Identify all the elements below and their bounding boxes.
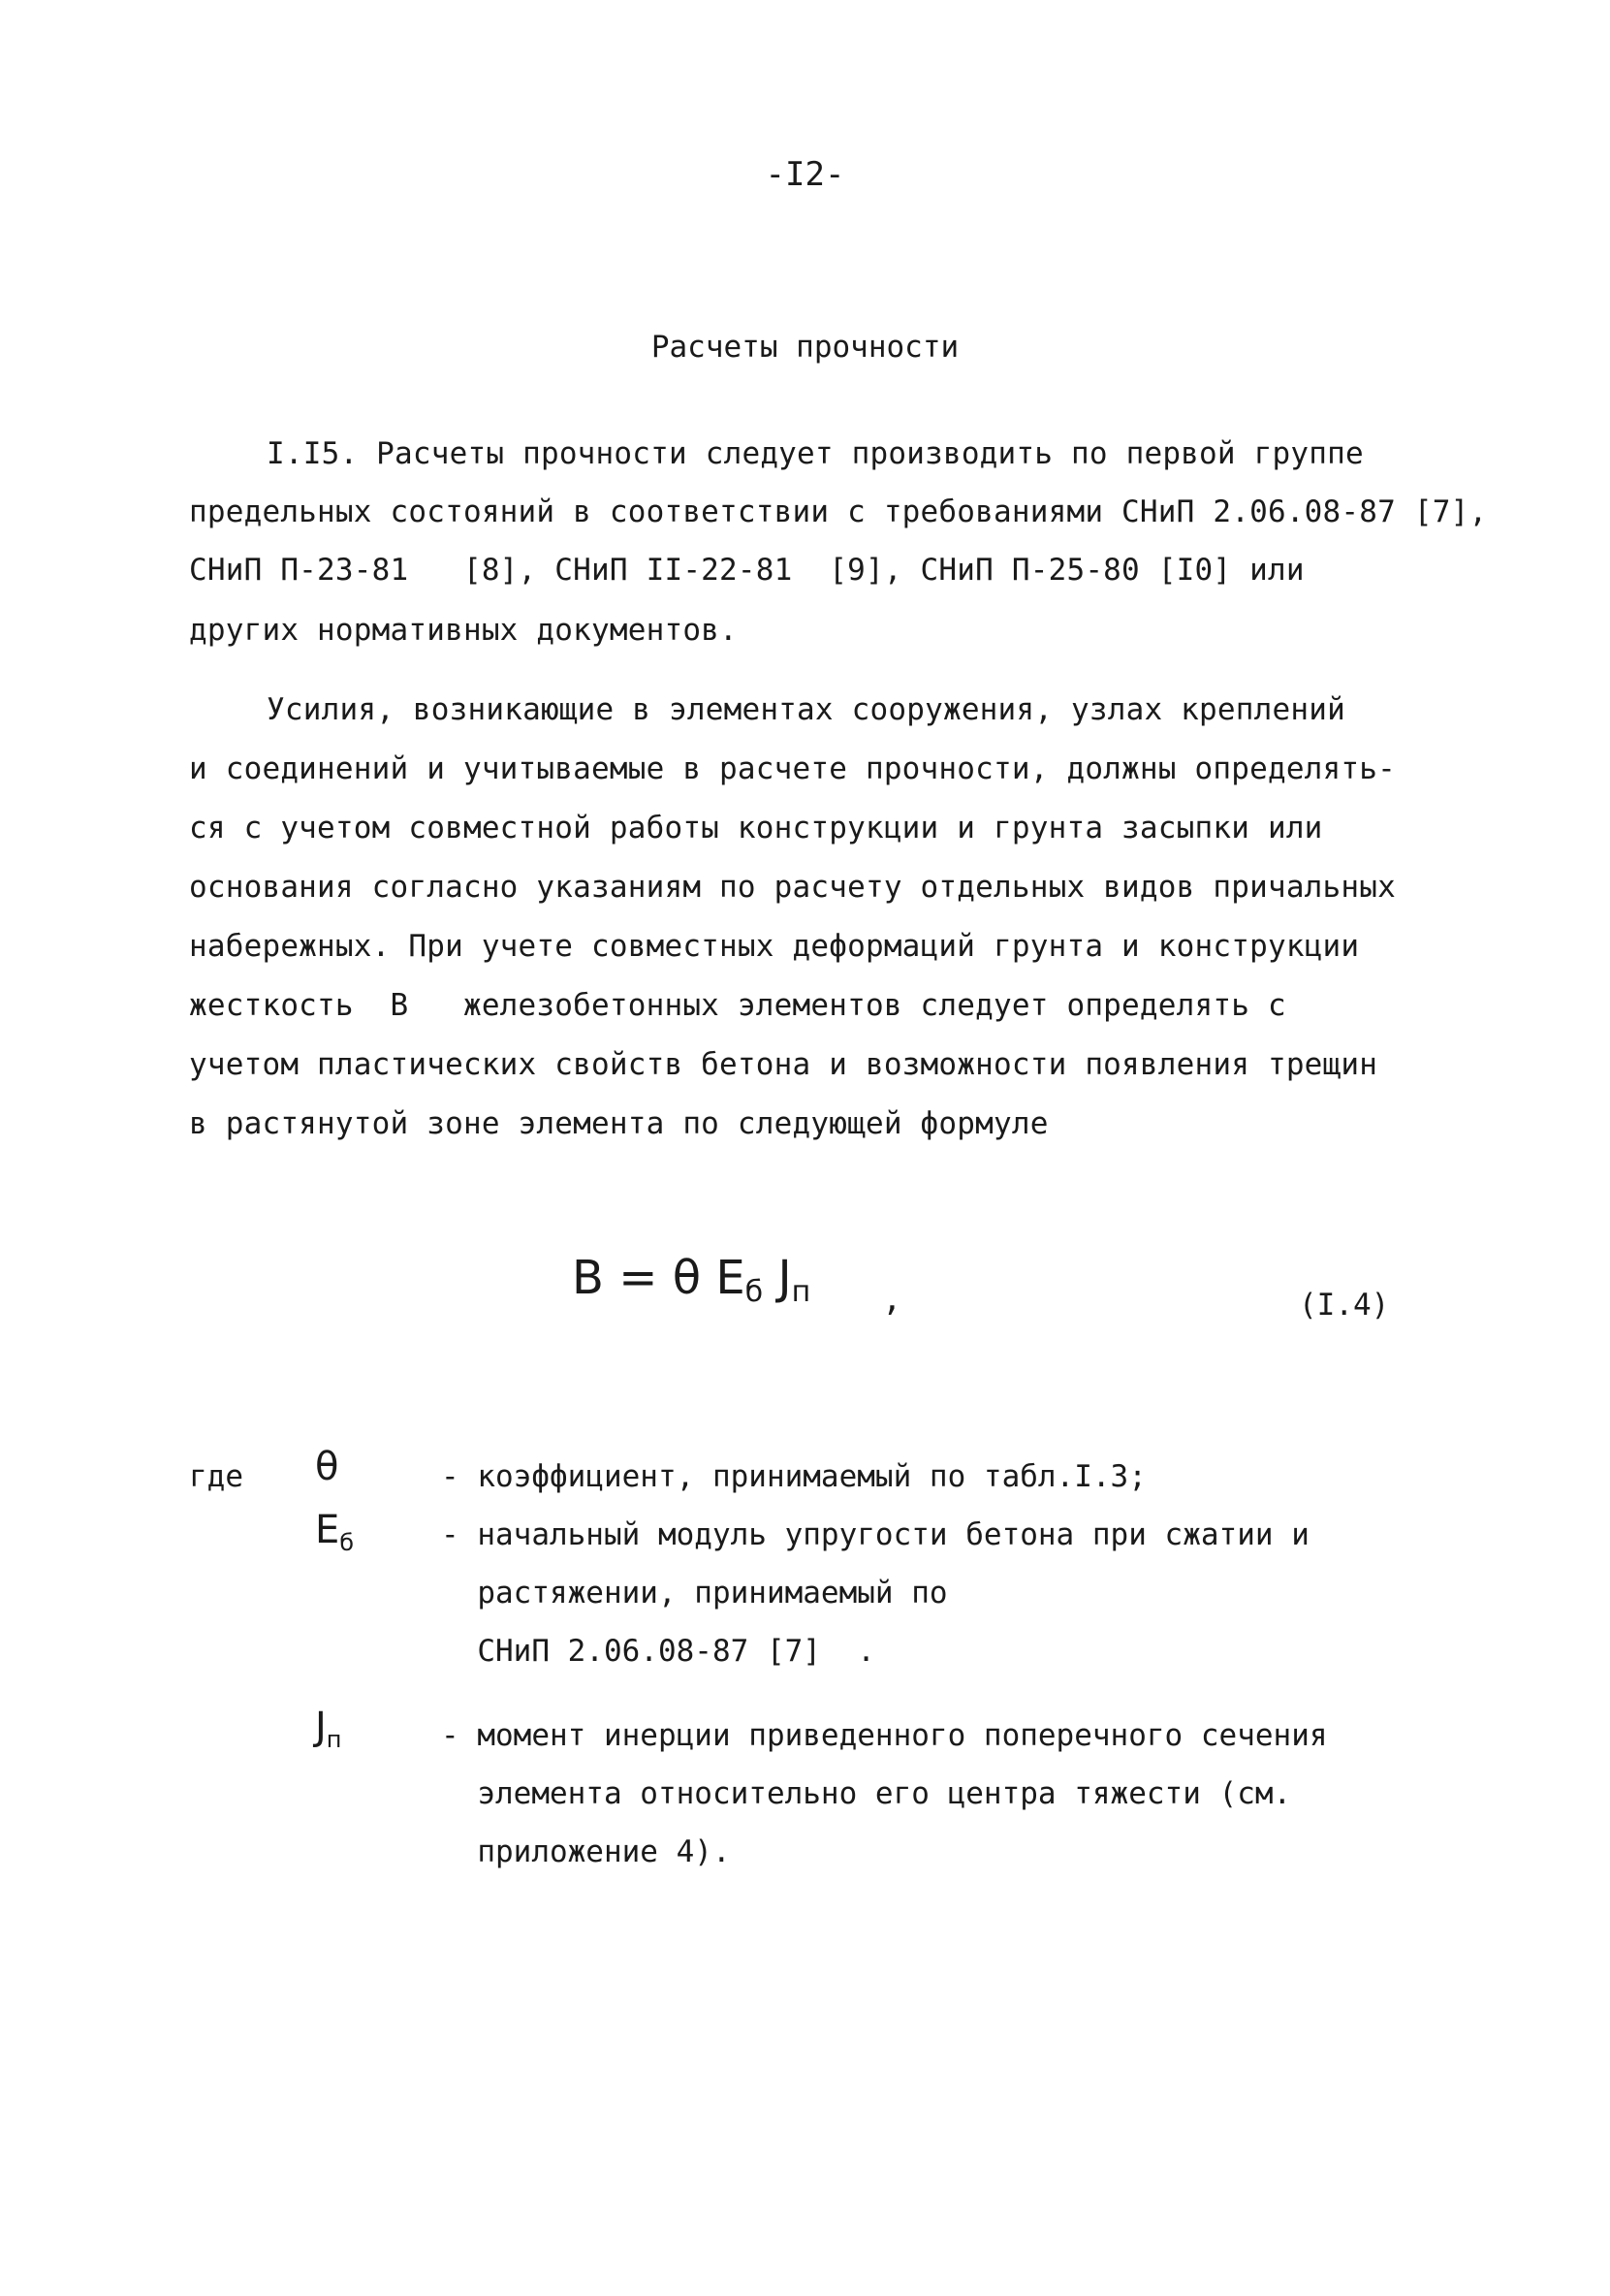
paragraph2-line: основания согласно указаниям по расчету отдельных видов причальных [189,870,1396,905]
formula-I4 [572,1251,810,1309]
paragraph1-line: I.I5. Расчеты прочности следует производить по первой группе [267,436,1364,471]
formula-lhs: В [572,1251,604,1305]
definition-line: СНиП 2.06.08-87 [7] . [441,1634,875,1669]
formula-equals: = [618,1251,658,1305]
formula-e: E [715,1251,745,1305]
definition-line: - коэффициент, принимаемый по табл.I.3; [441,1459,1147,1494]
definition-line: - начальный модуль упругости бетона при сжатии и [441,1517,1310,1552]
paragraph2-line: жесткость В железобетонных элементов следует определять с [189,988,1286,1023]
formula-theta: θ [672,1251,702,1305]
where-label: где [189,1459,243,1494]
definition-symbol: $J_п$ [315,1705,342,1753]
definition-symbol: $E_б$ [315,1508,355,1556]
formula-comma: , [882,1280,902,1319]
section-heading: Расчеты прочности [650,330,960,365]
definition-line: приложение 4). [441,1834,731,1869]
formula-j: J [777,1251,792,1305]
formula-j-subscript: п [791,1275,811,1309]
paragraph2-line: ся с учетом совместной работы конструкции и грунта засыпки или [189,811,1323,845]
page-number: -I2- [765,155,845,194]
paragraph2-line: и соединений и учитываемые в расчете прочности, должны определять- [189,751,1396,786]
paragraph2-line: набережных. При учете совместных деформаций грунта и конструкции [189,929,1360,964]
paragraph1-line: предельных состояний в соответствии с требованиями СНиП 2.06.08-87 [7], [189,494,1488,529]
paragraph2-line: Усилия, возникающие в элементах сооружения, узлах креплений [267,692,1345,727]
paragraph1-line: СНиП П-23-81 [8], СНиП II-22-81 [9], СНиП П-25-80 [I0] или [189,553,1305,588]
formula-e-subscript: б [744,1275,764,1309]
paragraph2-line: в растянутой зоне элемента по следующей формуле [189,1106,1049,1141]
equation-number: (I.4) [1299,1288,1390,1323]
paragraph2-line: учетом пластических свойств бетона и возможности появления трещин [189,1047,1378,1082]
definition-line: элемента относительно его центра тяжести (см. [441,1776,1292,1811]
paragraph1-line: других нормативных документов. [189,613,738,648]
definition-line: растяжении, принимаемый по [441,1576,948,1610]
definition-symbol: θ [315,1445,339,1489]
definition-line: - момент инерции приведенного поперечного сечения [441,1718,1328,1753]
